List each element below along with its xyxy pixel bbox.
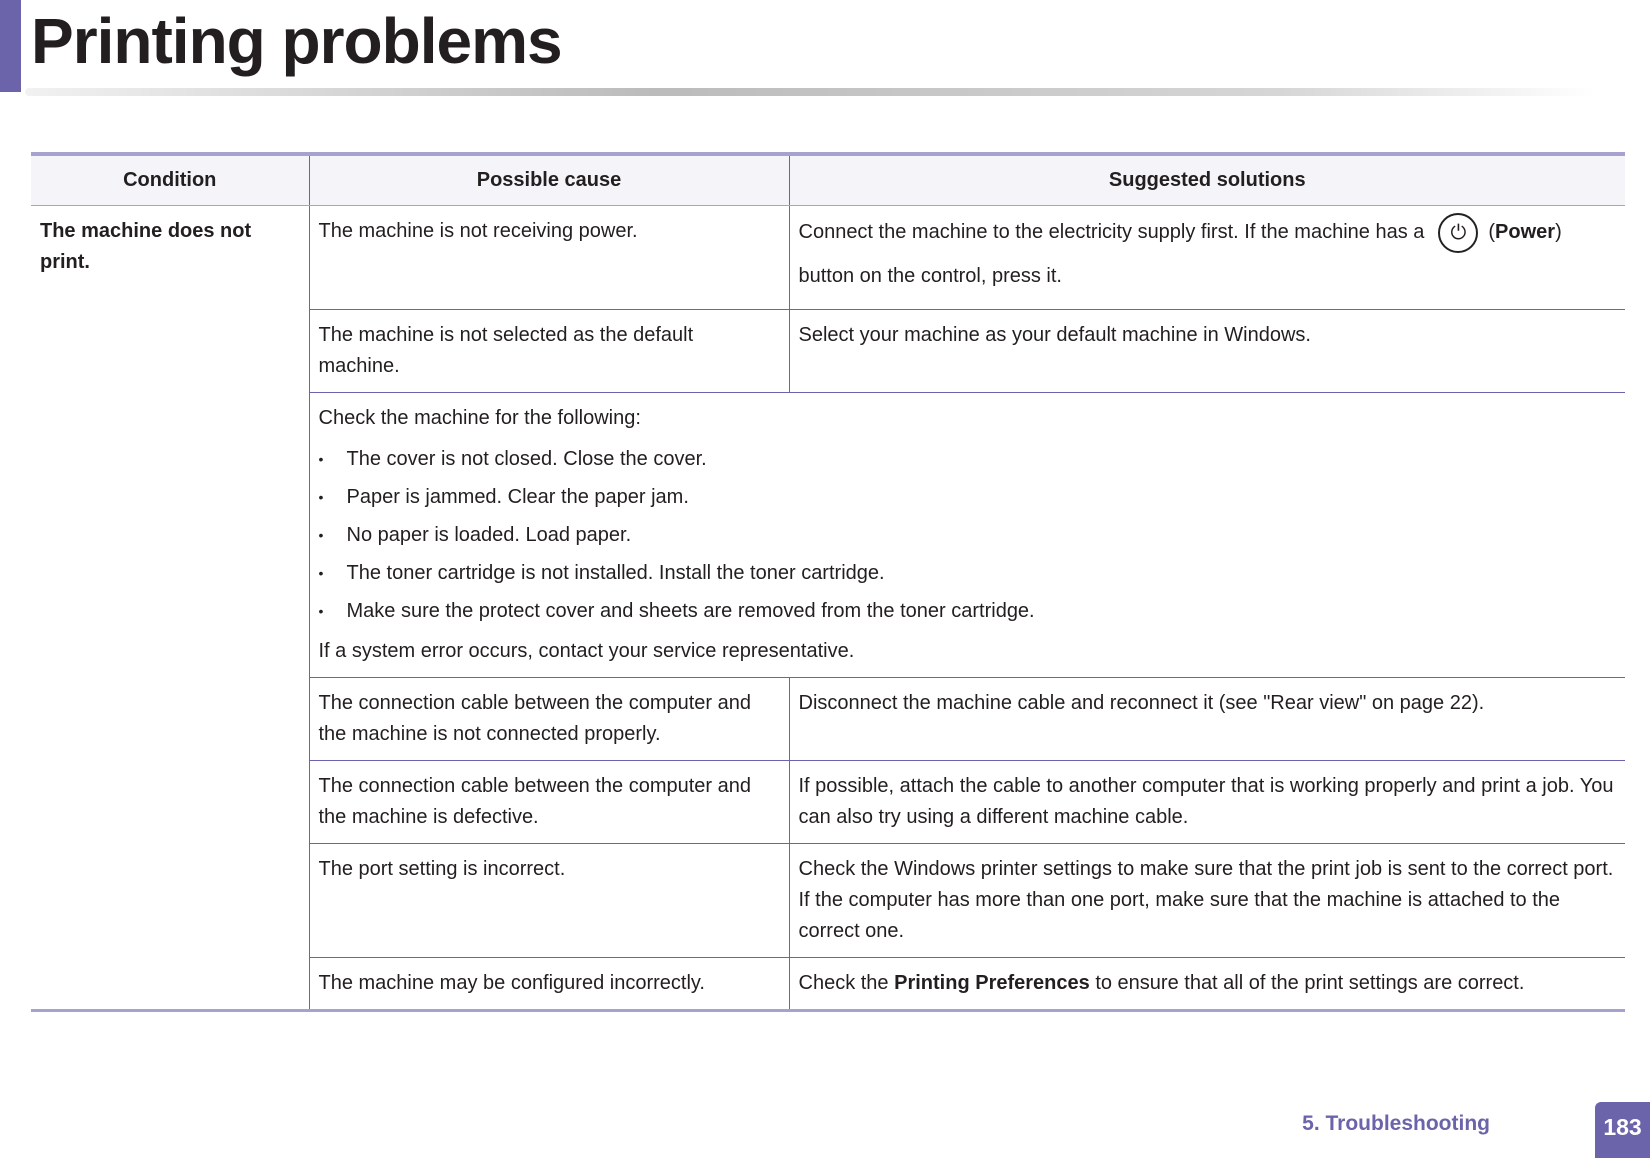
solution-cell: Check the Windows printer settings to make sure that the print job is sent to the correct port. If the computer has more than one port, make sure that the machine is attached to the correct one.	[789, 844, 1625, 958]
solution-text: Check the	[798, 972, 889, 994]
solution-text: Connect the machine to the electricity supply first. If the machine has a	[798, 221, 1425, 243]
checklist-item: • No paper is loaded. Load paper.	[319, 516, 1617, 554]
cause-cell: The machine is not receiving power.	[309, 206, 789, 310]
cause-cell: The connection cable between the computer and the machine is defective.	[309, 761, 789, 844]
header-cause: Possible cause	[309, 154, 789, 206]
page-title: Printing problems	[31, 5, 562, 77]
checklist-item: • The cover is not closed. Close the cover.	[319, 440, 1617, 478]
printing-preferences-label: Printing Preferences	[894, 972, 1090, 994]
solution-cell	[789, 958, 1625, 1011]
solution-cell: If possible, attach the cable to another computer that is working properly and print a job. You can also try using a different machine cable.	[789, 761, 1625, 844]
solution-text: to ensure that all of the print settings are correct.	[1095, 972, 1525, 994]
header-condition: Condition	[31, 154, 309, 206]
checklist-item: • Make sure the protect cover and sheets are removed from the toner cartridge.	[319, 592, 1617, 630]
solution-text: button on the control, press it.	[798, 265, 1062, 287]
cause-cell: The machine may be configured incorrectly.	[309, 958, 789, 1011]
power-icon: ⏻	[1438, 213, 1478, 253]
condition-cell: The machine does not print.	[31, 206, 309, 1011]
chapter-label: 5. Troubleshooting	[1302, 1112, 1490, 1135]
title-divider	[25, 88, 1595, 96]
cause-cell: The port setting is incorrect.	[309, 844, 789, 958]
checklist-outro: If a system error occurs, contact your service representative.	[318, 640, 855, 662]
checklist-item: • The toner cartridge is not installed. Install the toner cartridge.	[319, 554, 1617, 592]
checklist-intro: Check the machine for the following:	[318, 407, 641, 429]
checklist	[319, 440, 1617, 630]
checklist-item: • Paper is jammed. Clear the paper jam.	[319, 478, 1617, 516]
problems-table	[31, 152, 1625, 1012]
table-header	[31, 154, 1625, 206]
page-number: 183	[1595, 1102, 1650, 1158]
chapter-tab	[0, 0, 21, 92]
checklist-cell	[309, 393, 1625, 678]
solution-cell: Connect the machine to the electricity supply first. If the machine has a ⏻ (Power) button on the control, press it.	[789, 206, 1625, 310]
cause-cell: The connection cable between the computer and the machine is not connected properly.	[309, 678, 789, 761]
power-label: Power	[1495, 221, 1556, 243]
cause-cell: The machine is not selected as the default machine.	[309, 310, 789, 393]
solution-cell: Select your machine as your default machine in Windows.	[789, 310, 1625, 393]
solution-cell: Disconnect the machine cable and reconnect it (see "Rear view" on page 22).	[789, 678, 1625, 761]
header-solutions: Suggested solutions	[789, 154, 1625, 206]
table-row	[31, 206, 1625, 310]
